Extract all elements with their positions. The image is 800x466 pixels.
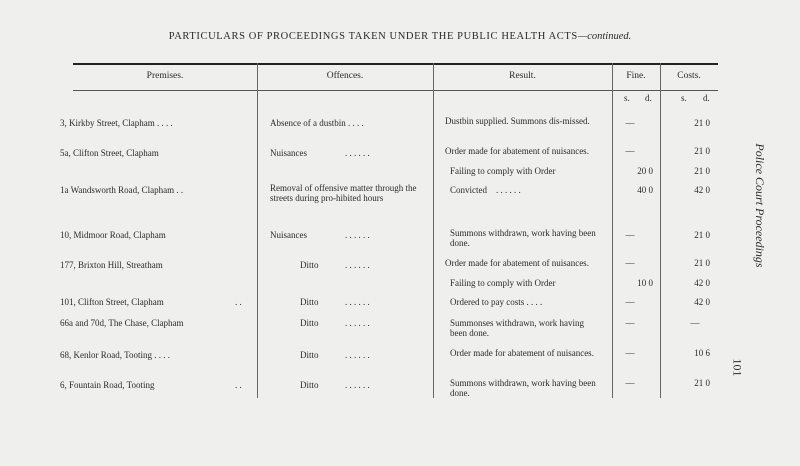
- offence-cell: Nuisances: [270, 148, 307, 158]
- result-cell: Order made for abatement of nuisances.: [445, 258, 589, 268]
- unit-fine-d: d.: [645, 93, 652, 103]
- result-cell: Failing to comply with Order: [450, 166, 556, 176]
- costs-cell: 21 0: [694, 118, 710, 128]
- result-cell: Summons withdrawn, work having been done.: [450, 228, 596, 248]
- leader-dots: . . . . . .: [345, 148, 370, 158]
- page-title: PARTICULARS OF PROCEEDINGS TAKEN UNDER THE PUBLIC HEALTH ACTS—continued.: [168, 31, 632, 42]
- result-cell: Convicted: [450, 185, 487, 195]
- fine-cell: —: [625, 297, 635, 307]
- leader-dots: . . . . . .: [345, 260, 370, 270]
- leader-dots: . .: [235, 297, 242, 307]
- premises-cell: 6, Fountain Road, Tooting: [60, 380, 155, 390]
- fine-cell: —: [625, 230, 635, 240]
- result-cell: Order made for abatement of nuisances.: [445, 146, 589, 156]
- result-cell: Summonses withdrawn, work having been done.: [450, 318, 584, 338]
- column-divider: [433, 63, 434, 398]
- header-result: Result.: [509, 71, 536, 81]
- fine-cell: —: [625, 378, 635, 388]
- fine-cell: 40 0: [637, 185, 653, 195]
- premises-cell: 68, Kenlor Road, Tooting . . . .: [60, 350, 170, 360]
- column-divider: [660, 63, 661, 398]
- offence-cell: Ditto: [300, 297, 319, 307]
- side-title: Police Court Proceedings: [753, 143, 767, 268]
- column-divider: [257, 63, 258, 398]
- offence-cell: Nuisances: [270, 230, 307, 240]
- header-rule: [73, 90, 718, 91]
- page-number: 101: [730, 358, 745, 377]
- leader-dots: . . . . . .: [345, 380, 370, 390]
- premises-cell: 1a Wandsworth Road, Clapham . .: [60, 185, 184, 195]
- costs-cell: 21 0: [694, 166, 710, 176]
- costs-cell: —: [690, 318, 700, 328]
- premises-cell: 5a, Clifton Street, Clapham: [60, 148, 159, 158]
- unit-fine-s: s.: [624, 93, 630, 103]
- header-premises: Premises.: [146, 71, 184, 81]
- result-cell: Summons withdrawn, work having been done.: [450, 378, 596, 398]
- costs-cell: 21 0: [694, 230, 710, 240]
- fine-cell: —: [625, 118, 635, 128]
- fine-cell: —: [625, 146, 635, 156]
- leader-dots: . . . . . .: [345, 350, 370, 360]
- costs-cell: 21 0: [694, 258, 710, 268]
- unit-costs-s: s.: [681, 93, 687, 103]
- title-suffix: —continued.: [577, 31, 632, 42]
- fine-cell: 10 0: [637, 278, 653, 288]
- costs-cell: 10 6: [694, 348, 710, 358]
- costs-cell: 21 0: [694, 378, 710, 388]
- premises-cell: 10, Midmoor Road, Clapham: [60, 230, 166, 240]
- offence-cell: Removal of offensive matter through the streets during pro-hibited hours: [270, 183, 417, 203]
- offence-cell: Ditto: [300, 380, 319, 390]
- header-fine: Fine.: [626, 71, 646, 81]
- fine-cell: —: [625, 348, 635, 358]
- costs-cell: 42 0: [694, 297, 710, 307]
- unit-costs-d: d.: [703, 93, 710, 103]
- leader-dots: . .: [235, 380, 242, 390]
- header-offences: Offences.: [326, 71, 364, 81]
- premises-cell: 177, Brixton Hill, Streatham: [60, 260, 163, 270]
- offence-cell: Ditto: [300, 350, 319, 360]
- leader-dots: . . . . . .: [345, 318, 370, 328]
- leader-dots: . . . . . .: [496, 185, 521, 195]
- offence-cell: Ditto: [300, 260, 319, 270]
- fine-cell: —: [625, 318, 635, 328]
- offence-cell: Absence of a dustbin . . . .: [270, 118, 364, 128]
- result-cell: Dustbin supplied. Summons dis-missed.: [445, 116, 590, 126]
- result-cell: Failing to comply with Order: [450, 278, 556, 288]
- costs-cell: 21 0: [694, 146, 710, 156]
- fine-cell: —: [625, 258, 635, 268]
- fine-cell: 20 0: [637, 166, 653, 176]
- premises-cell: 66a and 70d, The Chase, Clapham: [60, 318, 184, 328]
- column-divider: [612, 63, 613, 398]
- premises-cell: 3, Kirkby Street, Clapham . . . .: [60, 118, 173, 128]
- result-cell: Ordered to pay costs . . . .: [450, 297, 543, 307]
- leader-dots: . . . . . .: [345, 230, 370, 240]
- result-cell: Order made for abatement of nuisances.: [450, 348, 594, 358]
- offence-cell: Ditto: [300, 318, 319, 328]
- premises-cell: 101, Clifton Street, Clapham: [60, 297, 164, 307]
- table-top-rule: [73, 63, 718, 65]
- costs-cell: 42 0: [694, 185, 710, 195]
- header-costs: Costs.: [677, 71, 701, 81]
- costs-cell: 42 0: [694, 278, 710, 288]
- leader-dots: . . . . . .: [345, 297, 370, 307]
